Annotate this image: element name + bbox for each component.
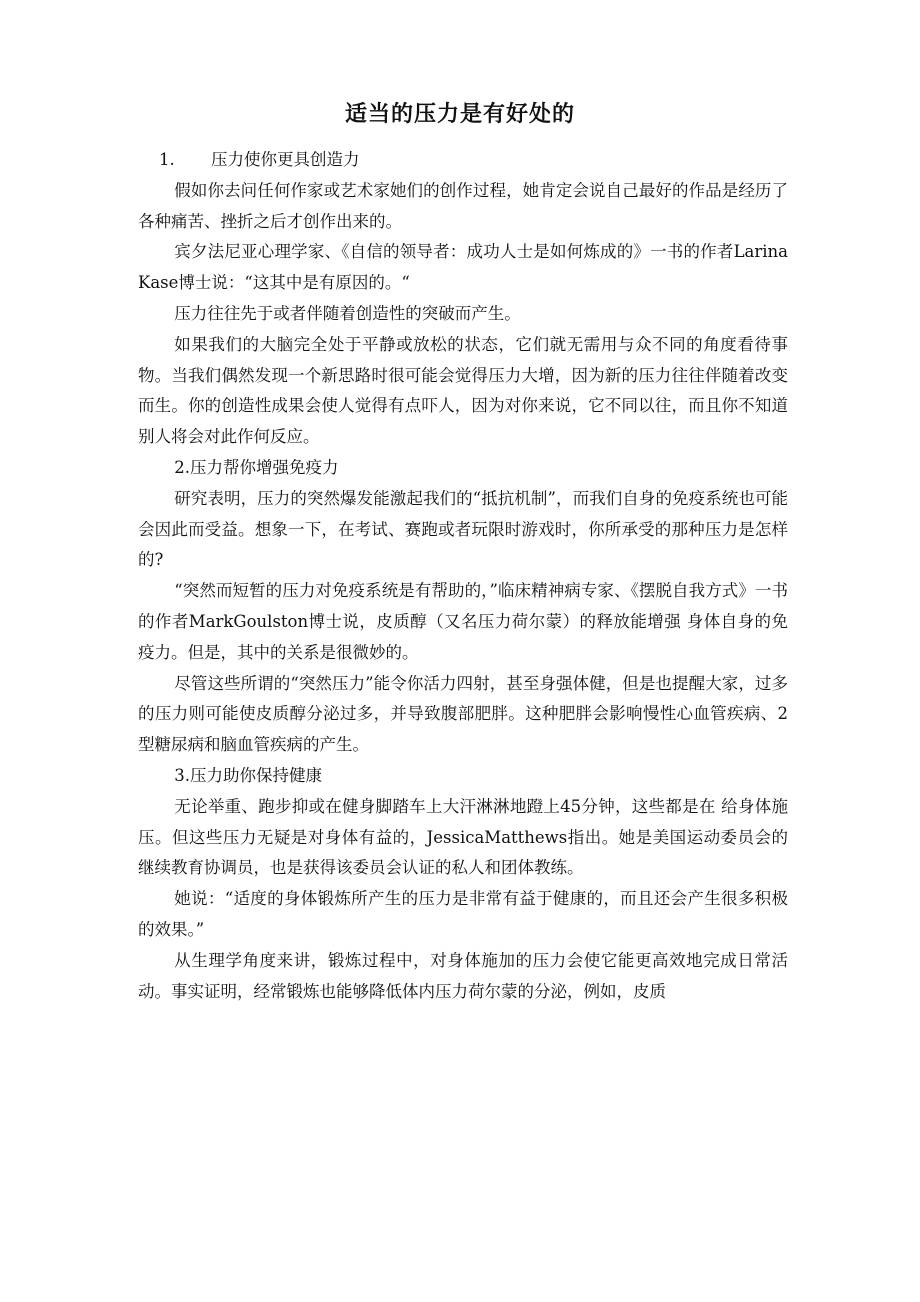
section-1-paragraph: 如果我们的大脑完全处于平静或放松的状态，它们就无需用与众不同的角度看待事物。当我们偶然发现一个新思路时很可能会觉得压力大增，因为新的压力往往伴随着改变而生。你的创造性成果会使人觉得有点吓人，因为对你来说，它不同以往，而且你不知道别人将会对此作何反应。 [138, 334, 788, 447]
section-3-paragraph: 她说：“适度的身体锻炼所产生的压力是非常有益于健康的，而且还会产生很多积极的效果。” [138, 889, 788, 939]
section-1-paragraph: 假如你去问任何作家或艺术家她们的创作过程，她肯定会说自己最好的作品是经历了各种痛苦、挫折之后才创作出来的。 [138, 180, 788, 231]
section-1-heading [138, 145, 788, 176]
section-3-paragraph: 无论举重、跑步抑或在健身脚踏车上大汗淋淋地蹬上45分钟，这些都是在 给身体施压。但这些压力无疑是对身体有益的，JessicaMatthews指出。她是美国运动委员会的继续教育协调员，也是获得该委员会认证的私人和团体教练。 [138, 796, 788, 878]
section-3-heading: 3.压力助你保持健康 [174, 765, 323, 785]
section-2-paragraph: 研究表明，压力的突然爆发能激起我们的“抵抗机制”，而我们自身的免疫系统也可能会因此而受益。想象一下，在考试、赛跑或者玩限时游戏时，你所承受的那种压力是怎样的? [138, 488, 788, 570]
section-1-heading-text: 压力使你更具创造力 [211, 150, 360, 169]
document-title: 适当的压力是有好处的 [344, 102, 575, 127]
section-2-heading: 2.压力帮你增强免疫力 [174, 457, 339, 477]
section-1-paragraph: 宾夕法尼亚心理学家、《自信的领导者：成功人士是如何炼成的》一书的作者Larina Kase博士说：“这其中是有原因的。“ [138, 242, 788, 293]
section-2-paragraph: 尽管这些所谓的“突然压力”能令你活力四射，甚至身强体健，但是也提醒大家，过多的压力则可能使皮质醇分泌过多，并导致腹部肥胖。这种肥胖会影响慢性心血管疾病、2型糖尿病和脑血管疾病的产生。 [138, 673, 788, 755]
section-2-paragraph: “突然而短暂的压力对免疫系统是有帮助的，”临床精神病专家、《摆脱自我方式》一书的作者MarkGoulston博士说，皮质醇（又名压力荷尔蒙）的释放能增强 身体自身的免疫力。但是，其中的关系是很微妙的。 [138, 581, 788, 662]
section-1-number: 1. [159, 150, 175, 169]
document-body [138, 145, 788, 1007]
section-3-paragraph: 从生理学角度来讲，锻炼过程中，对身体施加的压力会使它能更高效地完成日常活动。事实证明，经常锻炼也能够降低体内压力荷尔蒙的分泌，例如，皮质 [138, 950, 788, 1001]
section-1-paragraph: 压力往往先于或者伴随着创造性的突破而产生。 [174, 303, 521, 323]
